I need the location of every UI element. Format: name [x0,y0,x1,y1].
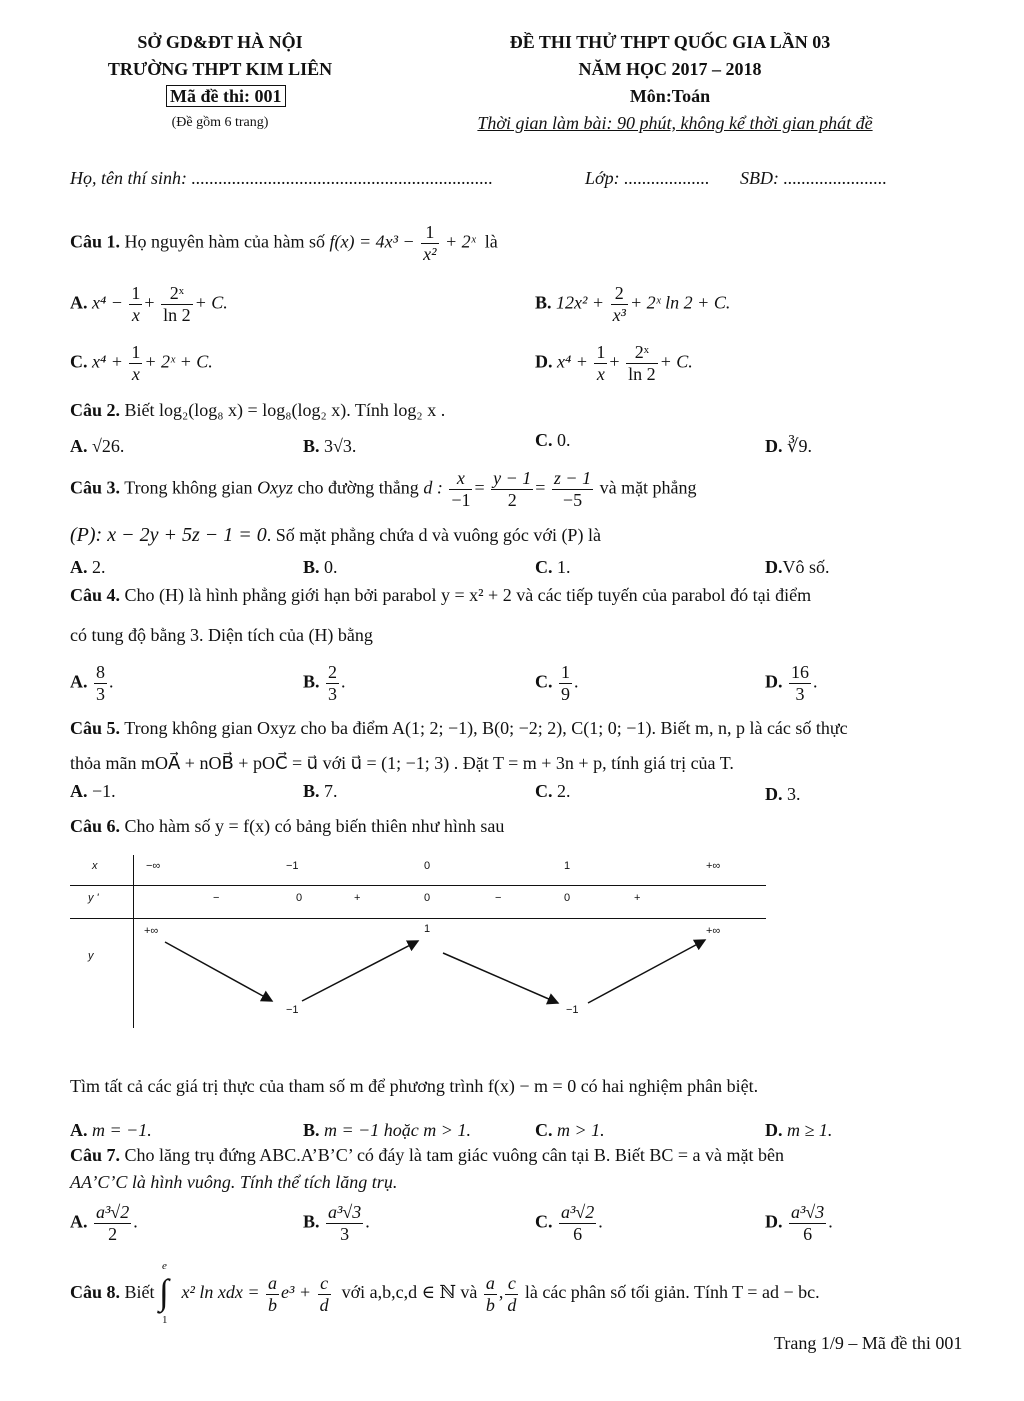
q2-option-c: C. 0. [535,430,571,450]
school-name: TRƯỜNG THPT KIM LIÊN [107,59,333,79]
question-4: Câu 4. Cho (H) là hình phẳng giới hạn bởi parabol y = x² + 2 và các tiếp tuyến của parabol đó tại điểm [70,585,812,605]
question-3: Câu 3. Trong không gian Oxyz cho đường thẳng d : $\frac{x}{-1}$ = $\frac{y - 1}{2}$ = $\frac{z - 1}{-5}$ và mặt phẳng [70,468,697,510]
yprime-sign: − [213,892,220,904]
yprime-zero: 0 [296,892,303,904]
q4-option-c: C. $\frac{1}{9}$ . [535,662,579,704]
q1-option-a: A. x⁴ − $\frac{1}{x}$ + $\frac{\text{2ˣ}}{\ln 2}$ + C. [70,283,228,325]
q6-option-c: C. m > 1. [535,1120,605,1140]
x-value: 1 [564,860,571,872]
q4-line-2: có tung độ bằng 3. Diện tích của (H) bằng [70,625,373,645]
question-5: Câu 5. Trong không gian Oxyz cho ba điểm A(1; 2; −1), B(0; −2; 2), C(1; 0; −1). Biết m, n, p là các số thực [70,718,848,738]
q4-option-b: B. $\frac{2}{3}$ . [303,662,346,704]
yprime-sign: + [634,892,641,904]
q3-option-a: A. 2. [70,557,106,577]
q5-option-d: D. 3. [765,784,801,804]
page-count: (Đề gồm 6 trang) [171,115,269,130]
q2-option-d: D. ∛9. [765,436,812,456]
subject: Môn:Toán [629,86,711,106]
x-label: x [92,860,98,872]
q7-option-d: D. $\frac{\text{a³√3}}{6}$ . [765,1202,833,1244]
question-2: Câu 2. Biết log₂(log₈ x) = log₈(log₂ x). Tính log₂ x . [70,400,446,420]
q5-option-a: A. −1. [70,781,116,801]
y-value: +∞ [706,925,721,937]
integral-sign: e ∫ 1 [159,1260,169,1326]
student-name-field: Họ, tên thí sinh: ................................................................... [70,168,493,188]
sbd-field: SBD: ....................... [740,168,887,188]
q6-option-b: B. m = −1 hoặc m > 1. [303,1120,471,1140]
q5-line-2: thỏa mãn mOA⃗ + nOB⃗ + pOC⃗ = u⃗ với u⃗ = (1; −1; 3) . Đặt T = m + 3n + p, tính giá trị của T. [70,753,734,773]
q2-option-a: A. √26. [70,436,125,456]
yprime-sign: + [354,892,361,904]
q1-option-b: B. 12x² + $\frac{2}{\text{x³}}$ + 2ˣ ln 2 + C. [535,283,731,325]
yprime-label: y ' [88,892,99,904]
q2-option-b: B. 3√3. [303,436,357,456]
q6-question: Tìm tất cả các giá trị thực của tham số m để phương trình f(x) − m = 0 có hai nghiệm phân biệt. [70,1076,759,1096]
question-7: Câu 7. Cho lăng trụ đứng ABC.A’B’C’ có đáy là tam giác vuông cân tại B. Biết BC = a và mặt bên [70,1145,784,1165]
x-value: +∞ [706,860,721,872]
q4-option-d: D. $\frac{16}{3}$ . [765,662,818,704]
question-6: Câu 6. Cho hàm số y = f(x) có bảng biến thiên như hình sau [70,816,505,836]
school-year: NĂM HỌC 2017 – 2018 [578,59,762,79]
q3-option-d: D.Vô số. [765,557,830,577]
exam-title: ĐỀ THI THỬ THPT QUỐC GIA LẦN 03 [509,32,831,52]
y-value: 1 [424,923,431,935]
x-value: 0 [424,860,431,872]
q5-option-c: C. 2. [535,781,571,801]
q7-line-2: AA’C’C là hình vuông. Tính thể tích lăng trụ. [70,1172,398,1192]
q6-option-d: D. m ≥ 1. [765,1120,833,1140]
yprime-zero: 0 [564,892,571,904]
q7-option-a: A. $\frac{\text{a³√2}}{2}$ . [70,1202,138,1244]
exam-code: Mã đề thi: 001 [166,86,286,107]
q7-option-b: B. $\frac{\text{a³√3}}{3}$ . [303,1202,370,1244]
y-value: −1 [566,1004,579,1016]
q3-option-b: B. 0. [303,557,338,577]
q6-option-a: A. m = −1. [70,1120,152,1140]
class-field: Lớp: ................... [585,168,710,188]
x-value: −∞ [146,860,161,872]
yprime-zero: 0 [424,892,431,904]
y-value: +∞ [144,925,159,937]
time-limit: Thời gian làm bài: 90 phút, không kể thời gian phát đề [477,113,873,133]
q1-option-c: C. x⁴ + $\frac{1}{x}$ + 2ˣ + C. [70,342,213,384]
question-8: Câu 8. Biết e ∫ 1 x² ln xdx = $\frac{a}{b}$ e³ + $\frac{c}{d}$ với a,b,c,d ∈ ℕ và $\frac{a}{b}$ , $\frac{c}{d}$ là các phân số tối giản. Tính T = ad − bc. [70,1260,820,1326]
q3-option-c: C. 1. [535,557,571,577]
page-footer: Trang 1/9 – Mã đề thi 001 [774,1333,963,1353]
question-1: Câu 1. Họ nguyên hàm của hàm số f(x) = 4x³ − $\frac{1}{\text{x²}}$ + 2ˣ là [70,222,498,264]
q7-option-c: C. $\frac{\text{a³√2}}{6}$ . [535,1202,603,1244]
yprime-sign: − [495,892,502,904]
dept-name: SỞ GD&ĐT HÀ NỘI [137,32,303,52]
y-label: y [88,950,94,962]
q5-option-b: B. 7. [303,781,338,801]
y-value: −1 [286,1004,299,1016]
q3-line-2: (P): x − 2y + 5z − 1 = 0. Số mặt phẳng chứa d và vuông góc với (P) là [70,524,601,546]
q4-option-a: A. $\frac{8}{3}$ . [70,662,114,704]
x-value: −1 [286,860,299,872]
q1-option-d: D. x⁴ + $\frac{1}{x}$ + $\frac{\text{2ˣ}}{\ln 2}$ + C. [535,342,693,384]
